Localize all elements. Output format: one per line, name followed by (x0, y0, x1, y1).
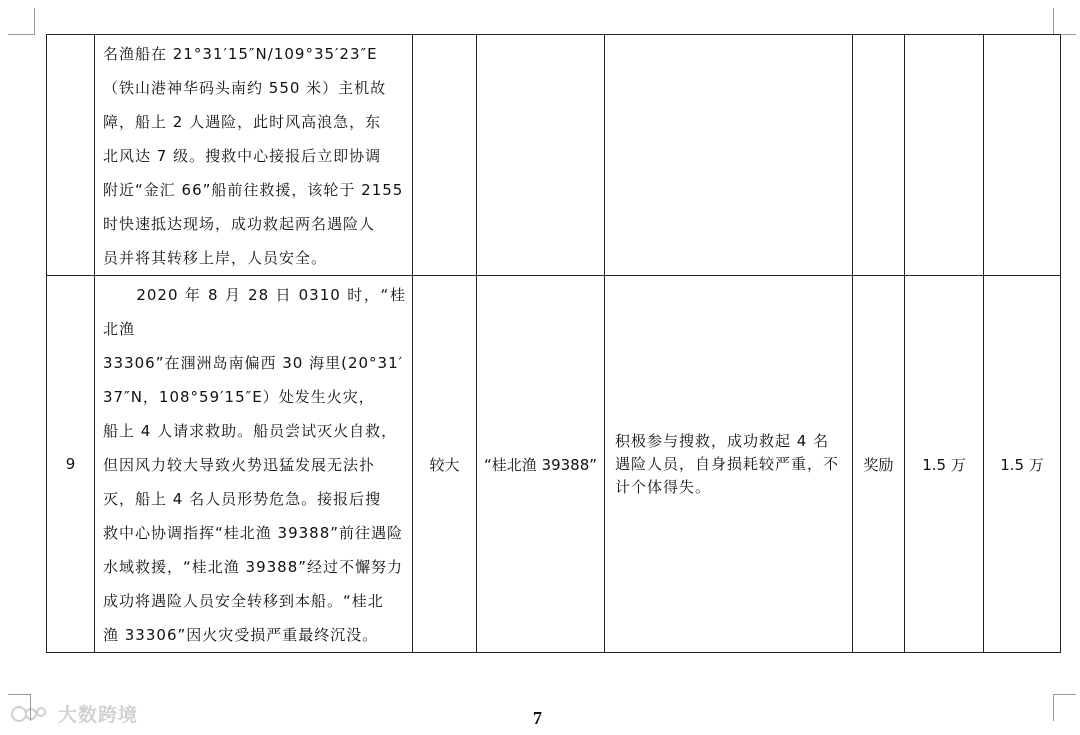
desc-line: （铁山港神华码头南约 550 米）主机故 (103, 79, 387, 97)
cell-vessel (477, 35, 605, 276)
cell-vessel: “桂北渔 39388” (477, 276, 605, 653)
cell-reason (605, 35, 853, 276)
desc-line: 成功将遇险人员安全转移到本船。“桂北 (103, 592, 384, 610)
page-number: 7 (533, 708, 542, 728)
watermark-text: 大数跨境 (58, 704, 139, 726)
watermark (10, 700, 138, 727)
desc-line: 水域救援，“桂北渔 39388”经过不懈努力 (103, 558, 404, 576)
cell-amount-2: 1.5 万 (984, 276, 1061, 653)
cell-level: 较大 (413, 276, 477, 653)
cell-amount-2 (984, 35, 1061, 276)
crop-mark-bottom-right (1053, 694, 1076, 721)
desc-line: 救中心协调指挥“桂北渔 39388”前往遇险 (103, 524, 404, 542)
rescue-award-table (46, 34, 1061, 653)
table-row (47, 35, 1061, 276)
desc-line: 37″N，108°59′15″E）处发生火灾， (103, 388, 375, 406)
desc-line: 但因风力较大导致火势迅猛发展无法扑 (103, 456, 376, 474)
desc-line: 33306”在涠洲岛南偏西 30 海里(20°31′ (103, 354, 404, 372)
cell-description (95, 276, 413, 653)
crop-mark-top-right (1053, 8, 1076, 35)
cell-amount-1 (905, 35, 984, 276)
cell-no (47, 35, 95, 276)
desc-line: 2020 年 8 月 28 日 0310 时，“桂北渔 (103, 286, 406, 338)
cell-reason: 积极参与搜救，成功救起 4 名遇险人员，自身损耗较严重，不计个体得失。 (605, 276, 853, 653)
cell-no: 9 (47, 276, 95, 653)
desc-line: 北风达 7 级。搜救中心接报后立即协调 (103, 147, 382, 165)
table-row (47, 276, 1061, 653)
desc-line: 名渔船在 21°31′15″N/109°35′23″E (103, 45, 378, 63)
desc-line: 附近“金汇 66”船前往救援，该轮于 2155 (103, 181, 404, 199)
cell-award-type: 奖励 (853, 276, 905, 653)
cell-award-type (853, 35, 905, 276)
cell-description (95, 35, 413, 276)
watermark-logo-icon (10, 701, 52, 727)
cell-amount-1: 1.5 万 (905, 276, 984, 653)
desc-line: 时快速抵达现场，成功救起两名遇险人 (103, 215, 376, 233)
desc-line: 障，船上 2 人遇险，此时风高浪急，东 (103, 113, 382, 131)
desc-line: 船上 4 人请求救助。船员尝试灭火自救， (103, 422, 398, 440)
crop-mark-top-left (8, 8, 35, 35)
cell-level (413, 35, 477, 276)
desc-line: 灭，船上 4 名人员形势危急。接报后搜 (103, 490, 382, 508)
desc-line: 渔 33306”因火灾受损严重最终沉没。 (103, 626, 379, 644)
desc-line: 员并将其转移上岸，人员安全。 (103, 249, 328, 267)
